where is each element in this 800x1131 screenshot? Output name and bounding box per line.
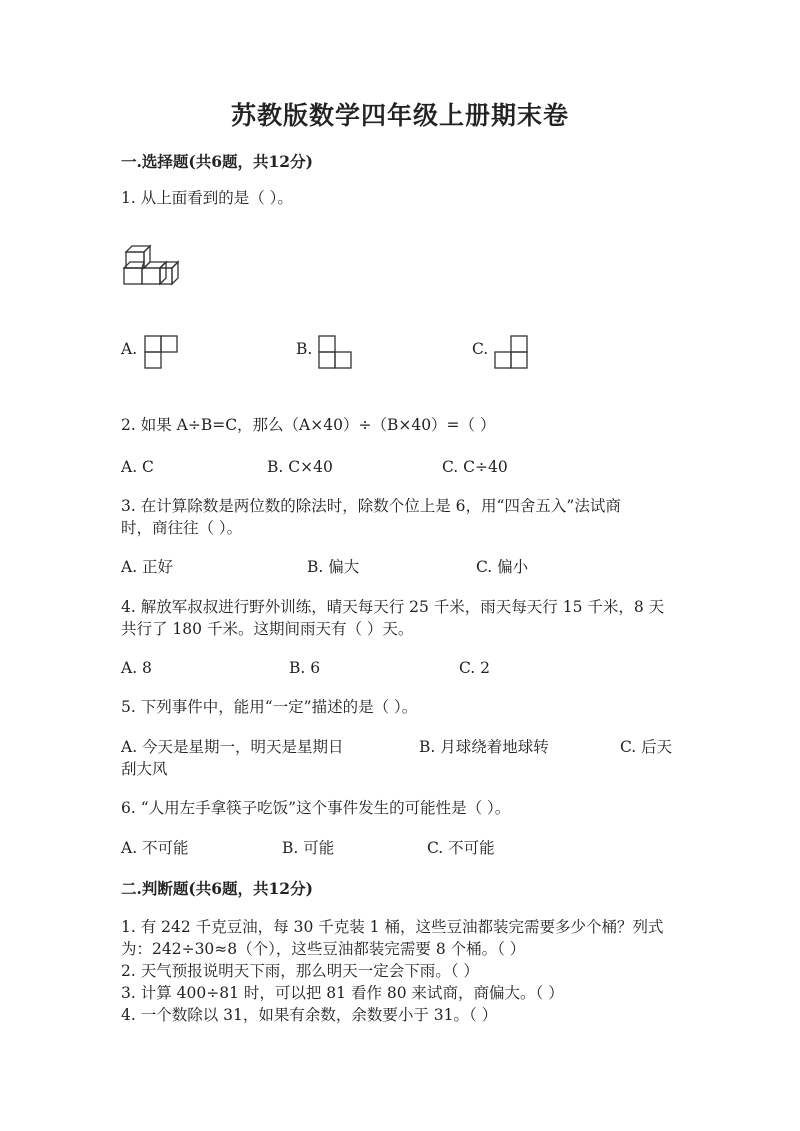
q4-option-b: B. 6: [289, 659, 321, 677]
q5-option-c: C. 后天: [620, 738, 673, 756]
q1-option-c-label: C.: [472, 340, 489, 358]
q5-option-b: B. 月球绕着地球转: [419, 738, 549, 756]
q6-option-a: A. 不可能: [121, 839, 189, 857]
q2-option-a: A. C: [121, 458, 154, 476]
judgement-item-2: 2. 天气预报说明天下雨，那么明天一定会下雨。（ ）: [121, 962, 479, 980]
judgement-item-3: 3. 计算 400÷81 时，可以把 81 看作 80 来试商，商偏大。（ ）: [121, 984, 564, 1002]
q1-option-a-label: A.: [121, 340, 138, 358]
q6-option-c: C. 不可能: [427, 839, 495, 857]
q1-option-a-figure: [144, 335, 178, 369]
question-2-stem: 2. 如果 A÷B=C，那么（A×40）÷（B×40）=（ ）: [121, 416, 496, 434]
question-4-stem-line1: 4. 解放军叔叔进行野外训练，晴天每天行 25 千米，雨天每天行 15 千米，8 天: [121, 598, 665, 616]
cube-stack-figure: [120, 242, 182, 288]
question-5-stem: 5. 下列事件中，能用“一定”描述的是（ ）。: [121, 698, 418, 716]
q5-option-c-wrap: 刮大风: [121, 760, 168, 778]
judgement-item-4: 4. 一个数除以 31，如果有余数，余数要小于 31。（ ）: [121, 1006, 498, 1024]
section-heading-judgement: 二.判断题(共6题，共12分): [121, 879, 313, 898]
q1-option-b-label: B.: [296, 340, 313, 358]
q6-option-b: B. 可能: [282, 839, 335, 857]
q4-option-c: C. 2: [459, 659, 491, 677]
section-heading-choice: 一.选择题(共6题，共12分): [121, 152, 313, 171]
q1-option-b-figure: [318, 335, 352, 369]
question-1-stem: 1. 从上面看到的是（ ）。: [121, 189, 293, 207]
judgement-item-1-line2: 为：242÷30≈8（个），这些豆油都装完需要 8 个桶。（ ）: [121, 940, 526, 958]
q2-option-c: C. C÷40: [442, 458, 508, 476]
question-6-stem: 6. “人用左手拿筷子吃饭”这个事件发生的可能性是（ ）。: [121, 799, 511, 817]
q3-option-a: A. 正好: [121, 558, 174, 576]
q3-option-b: B. 偏大: [307, 558, 360, 576]
q3-option-c: C. 偏小: [476, 558, 529, 576]
q1-option-c-figure: [494, 335, 528, 369]
page-title: 苏教版数学四年级上册期末卷: [230, 101, 569, 130]
q4-option-a: A. 8: [121, 659, 152, 677]
question-4-stem-line2: 共行了 180 千米。这期间雨天有（ ）天。: [121, 620, 414, 638]
judgement-item-1-line1: 1. 有 242 千克豆油，每 30 千克装 1 桶，这些豆油都装完需要多少个桶？列式: [121, 918, 664, 936]
q2-option-b: B. C×40: [267, 458, 333, 476]
question-3-stem-line1: 3. 在计算除数是两位数的除法时，除数个位上是 6，用“四舍五入”法试商: [121, 497, 621, 515]
question-3-stem-line2: 时，商往往（ ）。: [121, 519, 243, 537]
q5-option-a: A. 今天是星期一，明天是星期日: [121, 738, 344, 756]
